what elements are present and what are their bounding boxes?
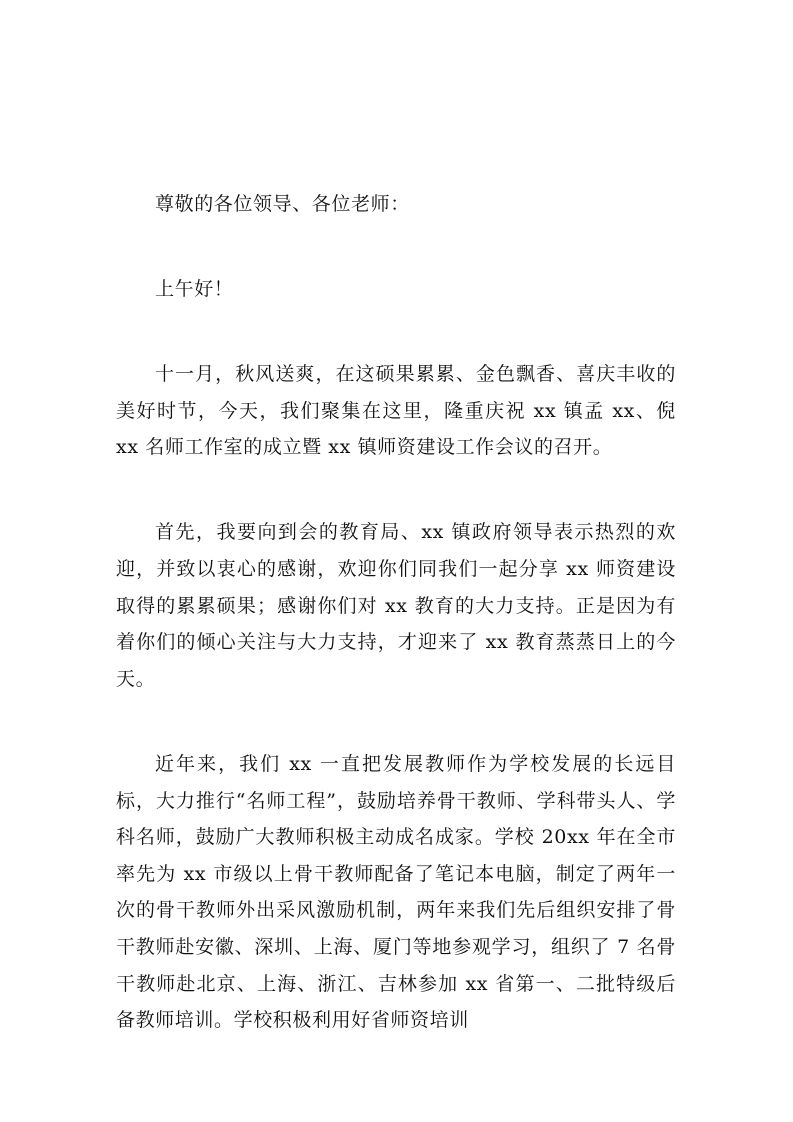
paragraph-gap xyxy=(116,223,676,272)
paragraph-gap xyxy=(116,308,676,357)
paragraph-achievements: 近年来，我们 xx 一直把发展教师作为学校发展的长远目标，大力推行“名师工程”，鼓励培养骨干教师、学科带头人、学科名师，鼓励广大教师积极主动成名成家。学校 20xx 年在全市率先为 xx 市级以上骨干教师配备了笔记本电脑，制定了两年一次的骨干教师外出采风激励机制，两年来我们先后组织安排了骨干教师赴安徽、深圳、上海、厦门等地参观学习，组织了 7 名骨干教师赴北京、上海、浙江、吉林参加 xx 省第一、二批特级后备教师培训。学校积极利用好省师资培训 xyxy=(116,752,676,1032)
paragraph-gap xyxy=(116,466,676,515)
paragraph-opening: 十一月，秋风送爽，在这硕果累累、金色飘香、喜庆丰收的美好时节，今天，我们聚集在这里，隆重庆祝 xx 镇孟 xx、倪 xx 名师工作室的成立暨 xx 镇师资建设工作会议的召开。 xyxy=(116,363,676,459)
paragraph-gap xyxy=(116,697,676,746)
salutation: 尊敬的各位领导、各位老师： xyxy=(155,193,410,215)
paragraph-welcome: 首先，我要向到会的教育局、xx 镇政府领导表示热烈的欢迎，并致以衷心的感谢，欢迎你们同我们一起分享 xx 师资建设取得的累累硕果；感谢你们对 xx 教育的大力支持。正是因为有着你们的倾心关注与大力支持，才迎来了 xx 教育蒸蒸日上的今天。 xyxy=(116,521,676,690)
greeting: 上午好！ xyxy=(155,278,234,301)
document-body xyxy=(116,186,676,1039)
